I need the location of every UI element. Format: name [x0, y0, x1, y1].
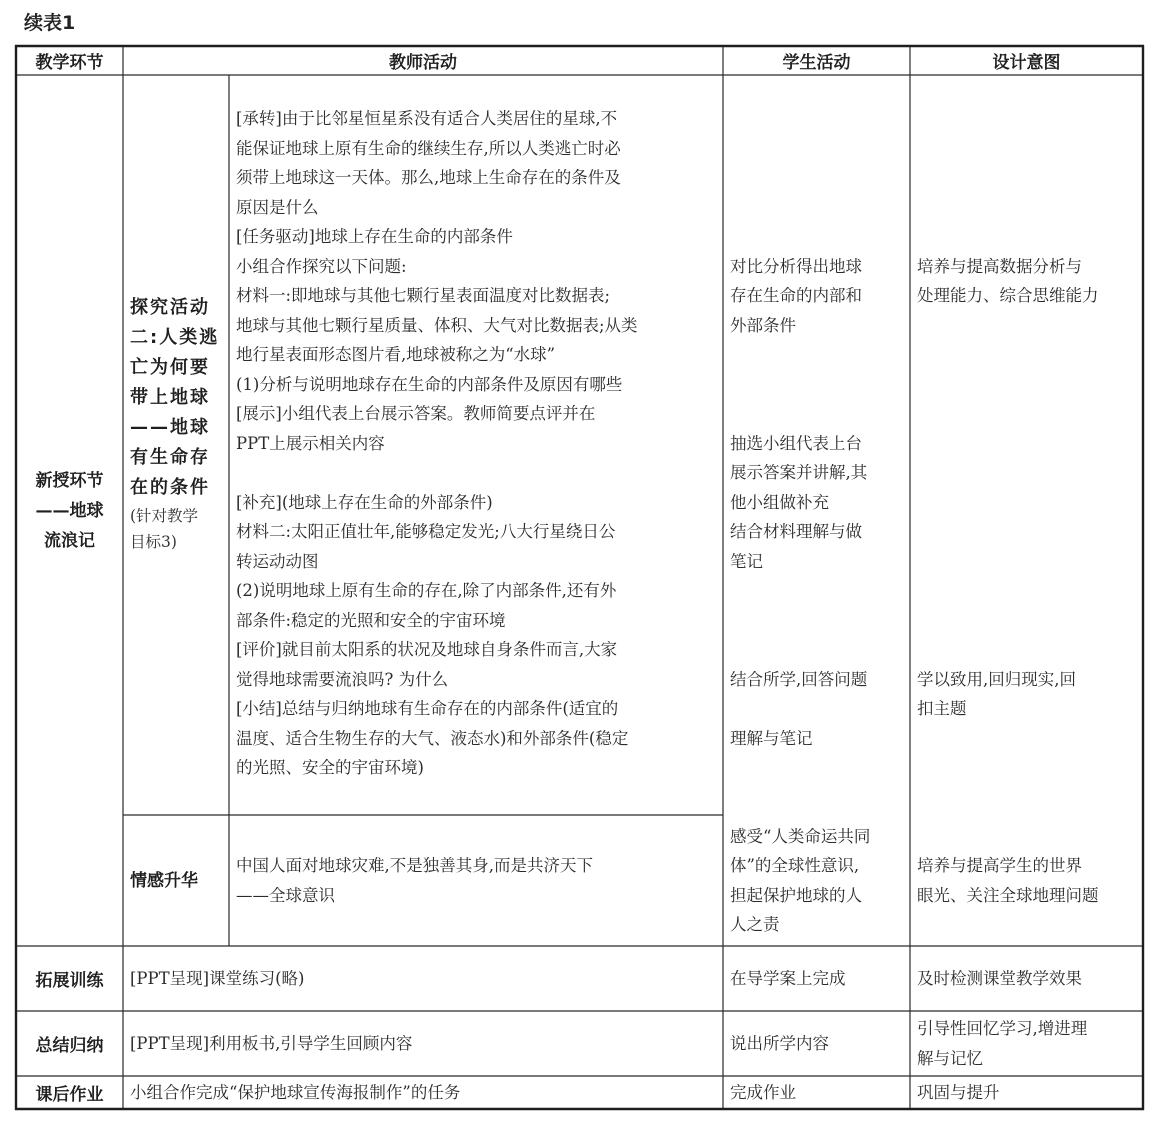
text-line: 学以致用,回归现实,回	[917, 669, 1076, 689]
activity-2-intent	[910, 104, 1143, 724]
text-line	[917, 517, 1136, 547]
text-line: 地行星表面形态图片看,地球被称之为“水球”	[236, 345, 556, 364]
text-line	[917, 104, 1136, 134]
text-line	[730, 104, 903, 134]
text-line: 温度、适合生物生存的大气、液态水)和外部条件(稳定	[236, 728, 629, 748]
emotion-teacher	[229, 815, 723, 946]
text-line	[730, 606, 903, 636]
text-line: [PPT呈现]利用板书,引导学生回顾内容	[130, 1033, 413, 1053]
activity-title-line: 探究活动	[130, 297, 210, 318]
text-line	[730, 340, 903, 370]
text-line: 须带上地球这一天体。那么,地球上生命存在的条件及	[236, 168, 621, 187]
text-line	[917, 311, 1136, 341]
text-line	[917, 547, 1136, 577]
summary-intent	[910, 1011, 1143, 1076]
text-line: ——全球意识	[236, 885, 335, 905]
text-line	[730, 163, 903, 193]
text-line	[917, 340, 1136, 370]
activity-2-cell	[123, 75, 229, 815]
text-line: 说出所学内容	[730, 1033, 829, 1053]
text-line	[236, 458, 716, 488]
text-line: 存在生命的内部和	[730, 286, 862, 305]
text-line: 解与记忆	[917, 1048, 983, 1068]
text-line: 中国人面对地球灾难,不是独善其身,而是共济天下	[236, 856, 593, 875]
text-line	[917, 399, 1136, 429]
summary-teacher	[123, 1011, 723, 1076]
activity-title-line: 二:人类逃	[130, 327, 220, 348]
text-line: 小组合作探究以下问题:	[236, 256, 407, 276]
emotion-title-cell	[123, 815, 229, 946]
text-line: 材料一:即地球与其他七颗行星表面温度对比数据表;	[236, 286, 611, 305]
extension-intent	[910, 946, 1143, 1011]
text-line: 的光照、安全的宇宙环境)	[236, 758, 424, 777]
text-line: 引导性回忆学习,增进理	[917, 1019, 1088, 1038]
text-line: 巩固与提升	[917, 1082, 1000, 1102]
text-line: 在导学案上完成	[730, 968, 846, 988]
emotion-title: 情感升华	[130, 870, 198, 891]
stage-line: ——地球	[35, 500, 104, 521]
text-line: 结合所学,回答问题	[730, 669, 868, 689]
text-line	[917, 488, 1136, 518]
activity-note-line: (针对教学	[130, 507, 199, 525]
text-line	[730, 694, 903, 724]
text-line: 眼光、关注全球地理问题	[917, 885, 1099, 905]
text-line: 担起保护地球的人	[730, 885, 862, 905]
text-line: 对比分析得出地球	[730, 256, 862, 276]
header-student: 学生活动	[782, 53, 851, 73]
text-line: 人之责	[730, 915, 780, 934]
homework-teacher	[123, 1076, 723, 1109]
text-line: 他小组做补充	[730, 492, 829, 512]
text-line: [小结]总结与归纳地球有生命存在的内部条件(适宜的	[236, 699, 619, 718]
text-line: 处理能力、综合思维能力	[917, 286, 1099, 305]
text-line	[730, 399, 903, 429]
stage-line: 新授环节	[35, 470, 104, 491]
emotion-student	[723, 815, 910, 946]
text-line	[917, 163, 1136, 193]
stage-homework: 课后作业	[35, 1085, 104, 1105]
text-line: 展示答案并讲解,其	[730, 463, 868, 482]
activity-2-student	[723, 104, 910, 753]
text-line	[917, 606, 1136, 636]
text-line	[917, 429, 1136, 459]
text-line	[730, 576, 903, 606]
text-line	[730, 222, 903, 252]
text-line: 觉得地球需要流浪吗? 为什么	[236, 669, 449, 689]
activity-title-line: 带上地球	[130, 387, 210, 408]
text-line	[730, 635, 903, 665]
activity-title-line: 有生命存	[130, 447, 210, 468]
homework-intent	[910, 1076, 1143, 1109]
text-line: 外部条件	[730, 315, 796, 335]
table-caption: 续表1	[24, 12, 76, 34]
text-line: 扣主题	[917, 699, 967, 718]
homework-student	[723, 1076, 910, 1109]
emotion-intent	[910, 815, 1143, 946]
activity-note-line: 目标3)	[130, 533, 177, 551]
activity-title	[130, 293, 219, 503]
text-line: 原因是什么	[236, 197, 319, 217]
text-line: PPT上展示相关内容	[236, 433, 385, 453]
text-line: 地球与其他七颗行星质量、体积、大气对比数据表;从类	[236, 315, 638, 335]
text-line: [评价]就目前太阳系的状况及地球自身条件而言,大家	[236, 640, 618, 659]
text-line: 培养与提高数据分析与	[917, 256, 1082, 276]
text-line: 小组合作完成“保护地球宣传海报制作”的任务	[130, 1082, 461, 1102]
text-line: 转运动动图	[236, 551, 319, 571]
text-line: 材料二:太阳正值壮年,能够稳定发光;八大行星绕日公	[236, 522, 616, 541]
text-line	[730, 134, 903, 164]
text-line: 体”的全球性意识,	[730, 856, 860, 875]
summary-student	[723, 1011, 910, 1076]
text-line: [PPT呈现]课堂练习(略)	[130, 968, 305, 988]
stage-extension: 拓展训练	[35, 971, 104, 991]
text-line: (2)说明地球上原有生命的存在,除了内部条件,还有外	[236, 581, 617, 600]
extension-teacher	[123, 946, 723, 1011]
activity-title-line: 亡为何要	[130, 357, 210, 378]
text-line	[917, 222, 1136, 252]
text-line	[917, 134, 1136, 164]
text-line: 能保证地球上原有生命的继续生存,所以人类逃亡时必	[236, 138, 621, 158]
text-line	[917, 370, 1136, 400]
text-line	[917, 635, 1136, 665]
activity-title-line: 在的条件	[130, 477, 210, 498]
text-line	[917, 458, 1136, 488]
text-line: 培养与提高学生的世界	[917, 856, 1082, 875]
extension-student	[723, 946, 910, 1011]
activity-title-line: ——地球	[130, 417, 210, 438]
text-line: 感受“人类命运共同	[730, 826, 871, 846]
text-line: 结合材料理解与做	[730, 522, 862, 541]
text-line: [承转]由于比邻星恒星系没有适合人类居住的星球,不	[236, 109, 618, 128]
text-line: [展示]小组代表上台展示答案。教师简要点评并在	[236, 404, 596, 423]
text-line: 抽选小组代表上台	[730, 433, 862, 453]
header-teacher: 教师活动	[389, 53, 457, 73]
text-line: 理解与笔记	[730, 728, 813, 748]
text-line: 及时检测课堂教学效果	[917, 968, 1082, 988]
text-line	[917, 576, 1136, 606]
text-line	[730, 370, 903, 400]
header-stage: 教学环节	[35, 53, 104, 73]
stage-summary: 总结归纳	[35, 1036, 104, 1056]
text-line: (1)分析与说明地球存在生命的内部条件及原因有哪些	[236, 374, 623, 394]
text-line: [任务驱动]地球上存在生命的内部条件	[236, 227, 513, 246]
activity-2-teacher	[229, 104, 723, 783]
text-line: 笔记	[730, 551, 763, 571]
text-line	[730, 193, 903, 223]
header-intent: 设计意图	[992, 53, 1061, 73]
activity-note	[130, 503, 219, 555]
text-line: 完成作业	[730, 1082, 796, 1102]
stage-new-lesson	[16, 75, 123, 946]
stage-line: 流浪记	[44, 530, 95, 551]
text-line: 部条件:稳定的光照和安全的宇宙环境	[236, 610, 506, 630]
text-line: [补充](地球上存在生命的外部条件)	[236, 492, 493, 512]
text-line	[917, 193, 1136, 223]
